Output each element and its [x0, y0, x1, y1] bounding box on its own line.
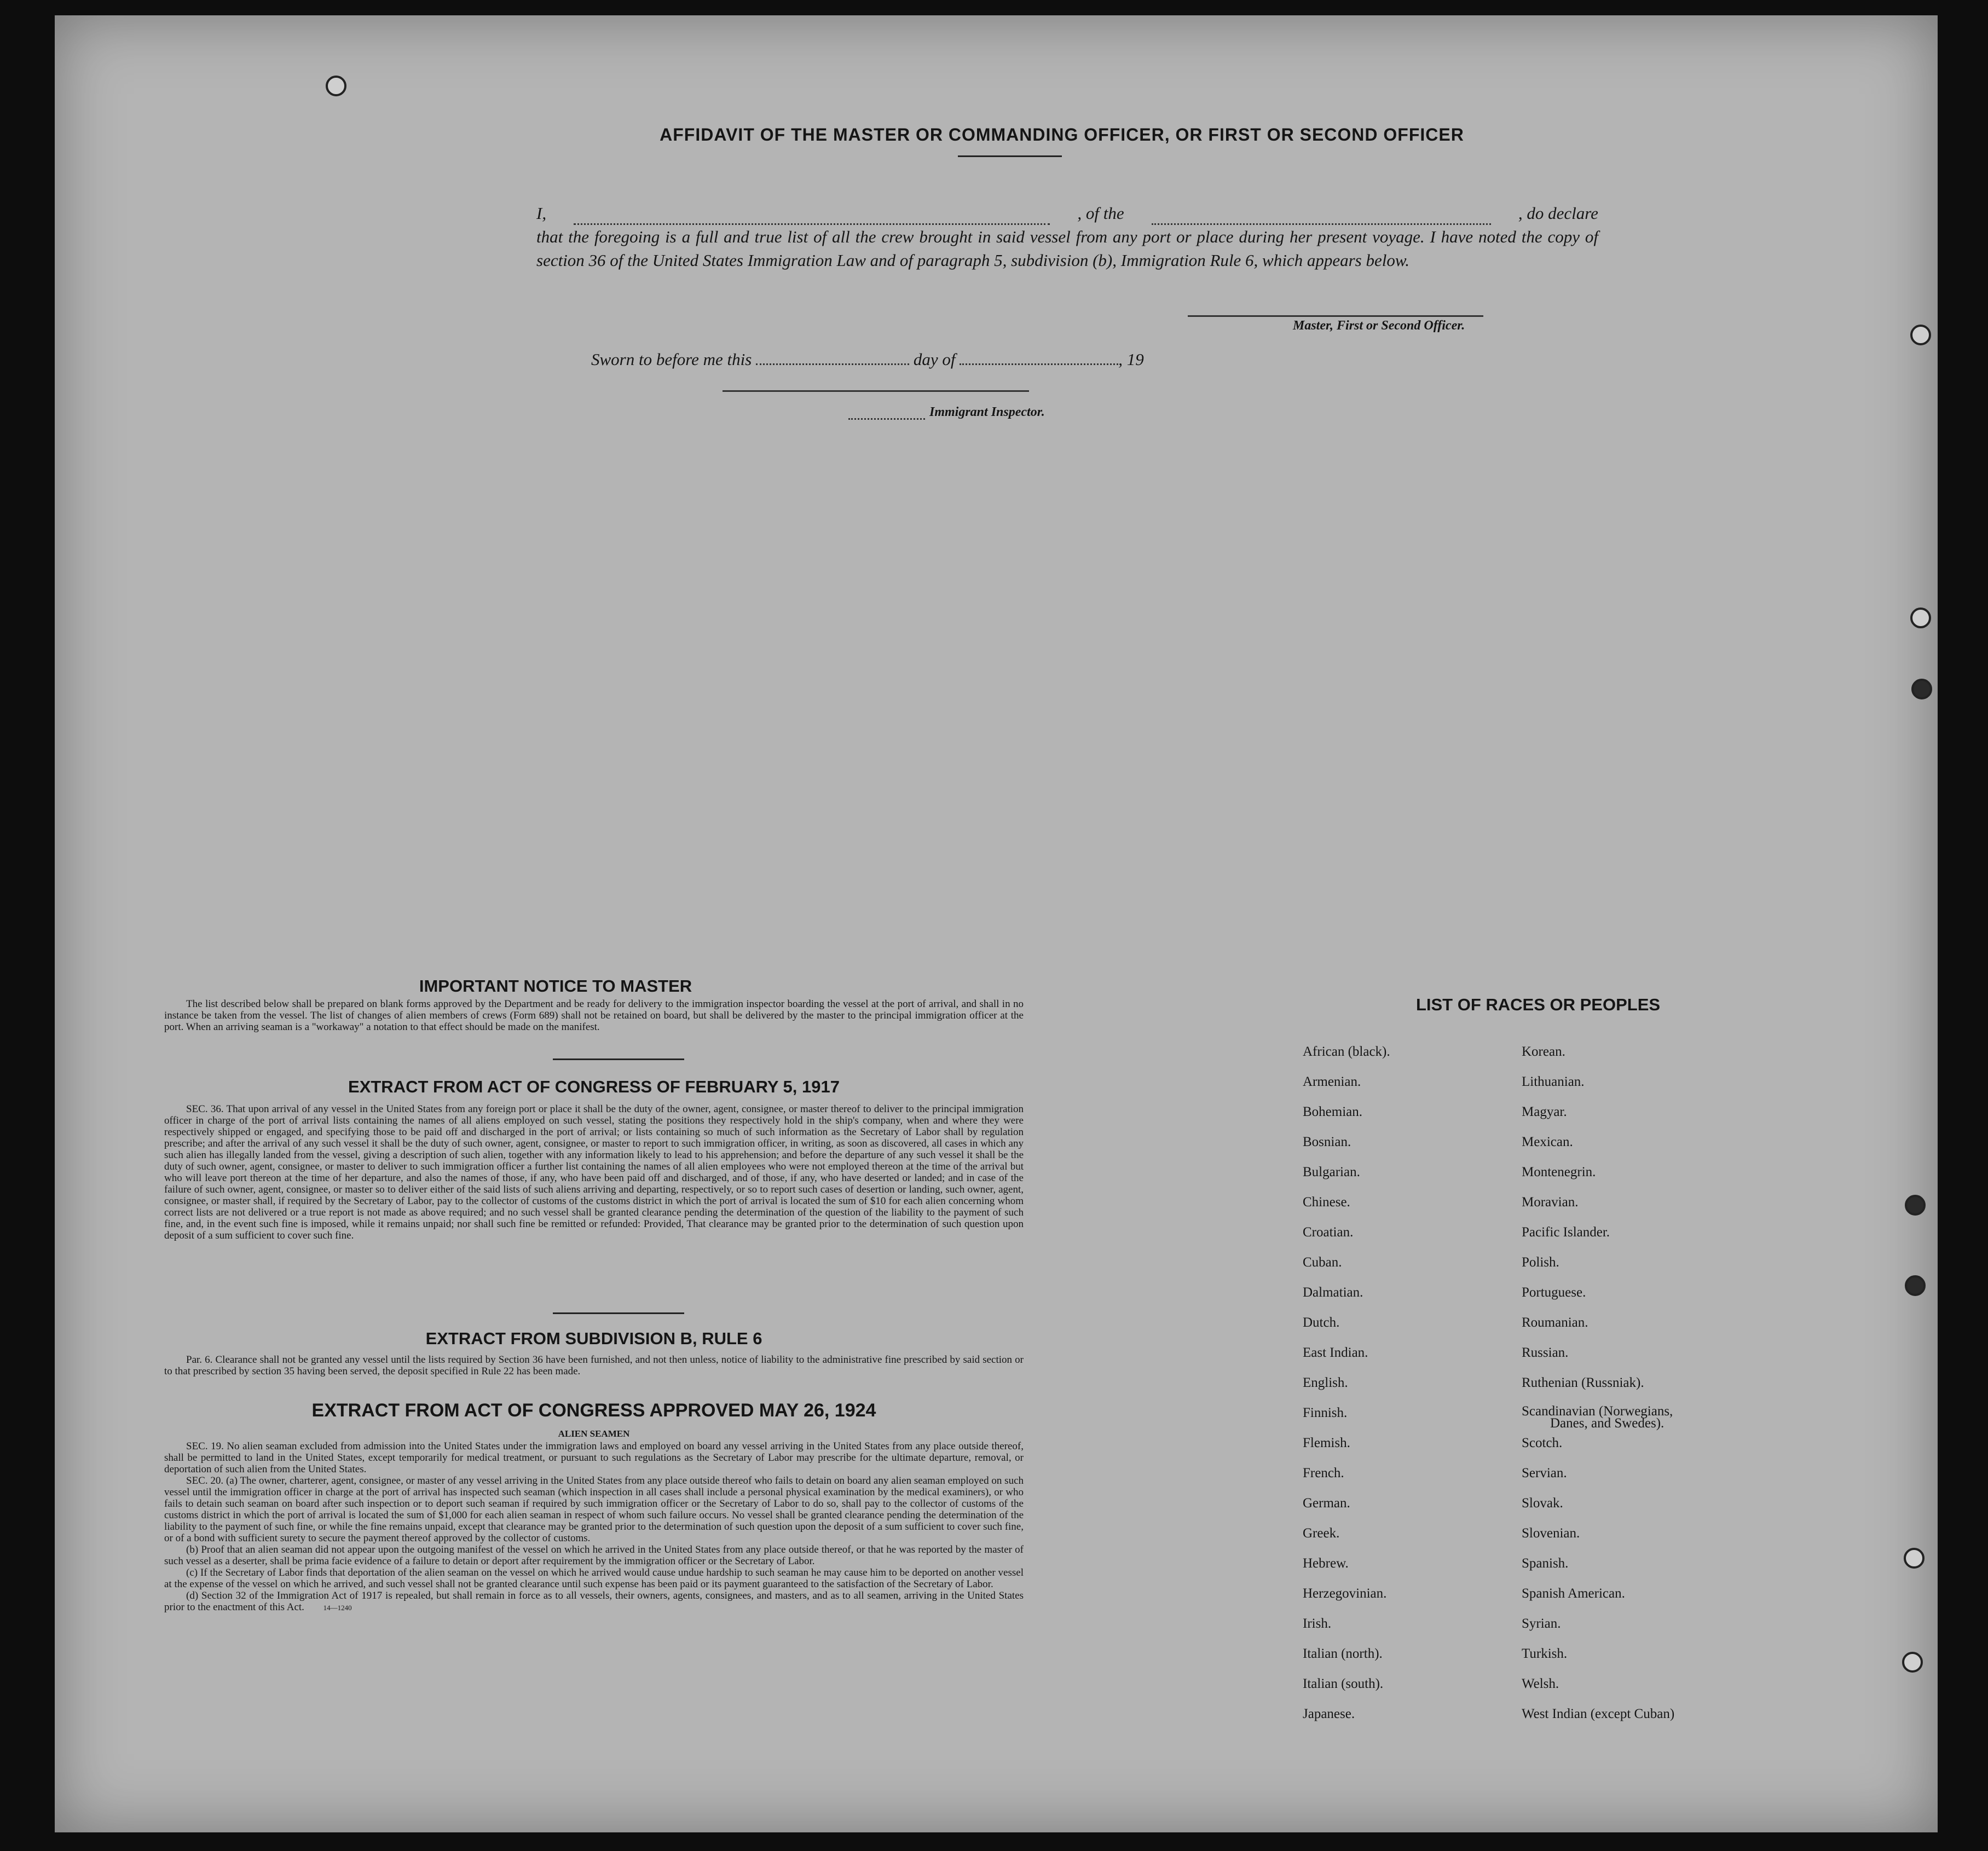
section-20b: (b) Proof that an alien seaman did not appear upon the outgoing manifest of the vessel on which he arrived in the United States from any place outside thereof, or that he was reported by the master of such vessel as a deserter, shall be prima facie evidence of a failure to detain or deport after requirement by the immigration officer or the Secretary of Labor. [164, 1544, 1024, 1567]
affidavit-title: AFFIDAVIT OF THE MASTER OR COMMANDING OFFICER, OR FIRST OR SECOND OFFICER [660, 125, 1464, 144]
races-title: LIST OF RACES OR PEOPLES [1415, 995, 1661, 1014]
sworn-prefix: Sworn to before me this [591, 350, 752, 369]
race-item: Montenegrin. [1522, 1165, 1596, 1179]
alien-seamen-subtitle: ALIEN SEAMEN [558, 1428, 630, 1439]
section-20d [164, 1590, 1024, 1613]
races-column-1 [1303, 1044, 1390, 1737]
race-item: English. [1303, 1375, 1348, 1390]
race-item: Polish. [1522, 1255, 1559, 1270]
vessel-name-blank[interactable] [1152, 209, 1491, 225]
section-20d-text: (d) Section 32 of the Immigration Act of 1917 is repealed, but shall remain in force as to all vessels, their owners, agents, consignees, and masters, and as to all seamen, arriving in the United States prior to the enactment of this Act. [164, 1590, 1024, 1613]
race-item: Scotch. [1522, 1436, 1563, 1450]
race-item: Japanese. [1303, 1707, 1355, 1721]
document-page [55, 15, 1938, 1832]
race-item: West Indian (except Cuban) [1522, 1707, 1675, 1721]
race-item: Bosnian. [1303, 1135, 1351, 1149]
race-item: Chinese. [1303, 1195, 1350, 1210]
punch-hole [326, 76, 346, 96]
inspector-blank[interactable] [848, 409, 925, 420]
race-item: Slovenian. [1522, 1526, 1580, 1541]
punch-hole [1910, 608, 1931, 628]
form-number: 14—1240 [323, 1604, 352, 1612]
race-item: German. [1303, 1496, 1350, 1511]
race-item: French. [1303, 1466, 1344, 1480]
punch-hole [1905, 1275, 1926, 1296]
of-the-text: , of the [1077, 204, 1124, 223]
day-of-text: day of [913, 350, 956, 369]
affidavit-declaration [536, 201, 1598, 272]
race-item: Cuban. [1303, 1255, 1342, 1270]
declarant-name-blank[interactable] [574, 209, 1050, 225]
race-item: Moravian. [1522, 1195, 1579, 1210]
punch-hole [1904, 1548, 1925, 1569]
punch-hole [1911, 679, 1932, 699]
race-item: Flemish. [1303, 1436, 1350, 1450]
divider [553, 1058, 684, 1060]
race-item-scandinavian [1522, 1405, 1674, 1436]
divider [553, 1312, 684, 1314]
title-underline [958, 155, 1062, 157]
race-item: Bulgarian. [1303, 1165, 1360, 1179]
race-item: Korean. [1522, 1044, 1565, 1059]
race-item: Pacific Islander. [1522, 1225, 1610, 1240]
inspector-signature-line[interactable] [723, 390, 1029, 392]
race-item: Herzegovinian. [1303, 1586, 1387, 1601]
race-item: Servian. [1522, 1466, 1567, 1480]
notice-body: The list described below shall be prepared on blank forms approved by the Department and be ready for delivery to the immigration inspector boarding the vessel at the port of arrival, and shall in no instance be taken from the vessel. The list of changes of alien members of crews (Form 689) shall not be retained on board, but shall be delivered by the master to the principal immigration officer at the port. When an arriving seaman is a "workaway" a notation to that effect should be made on the manifest. [164, 998, 1024, 1033]
race-item: Croatian. [1303, 1225, 1354, 1240]
race-item: Magyar. [1522, 1104, 1567, 1119]
race-item: Spanish American. [1522, 1586, 1625, 1601]
races-column-2 [1522, 1044, 1674, 1737]
race-item: Mexican. [1522, 1135, 1573, 1149]
race-item-text: Scandinavian (Norwegians, [1522, 1404, 1673, 1419]
race-item: Portuguese. [1522, 1285, 1586, 1300]
race-item: Finnish. [1303, 1405, 1348, 1420]
inspector-caption: Immigrant Inspector. [929, 405, 1045, 419]
signature-caption: Master, First or Second Officer. [1293, 319, 1465, 333]
race-item: Slovak. [1522, 1496, 1563, 1511]
section-20c: (c) If the Secretary of Labor finds that deportation of the alien seaman on the vessel on which he arrived would cause undue hardship to such seaman he may cause him to be deported on another vessel at the expense of the vessel on which he arrived, and such vessel shall not be granted clearance until such expense has been paid or its payment guaranteed to the satisfaction of the Secretary of Labor. [164, 1567, 1024, 1590]
race-item: Roumanian. [1522, 1315, 1588, 1330]
declarant-prefix: I, [536, 204, 547, 223]
year-prefix: , 19 [1118, 350, 1144, 369]
declaration-text: that the foregoing is a full and true list of all the crew brought in said vessel from any port or place during her present voyage. I have noted the copy of section 36 of the United States Immigration Law and of paragraph 5, subdivision (b), Immigration Rule 6, which appears below. [536, 227, 1598, 270]
signature-line[interactable] [1188, 315, 1483, 317]
extract-1924-title: EXTRACT FROM ACT OF CONGRESS APPROVED MAY 26, 1924 [311, 1400, 876, 1421]
notice-title: IMPORTANT NOTICE TO MASTER [419, 976, 692, 996]
race-item: Irish. [1303, 1616, 1332, 1631]
race-item: Syrian. [1522, 1616, 1561, 1631]
race-item: Hebrew. [1303, 1556, 1349, 1571]
race-item: Dalmatian. [1303, 1285, 1363, 1300]
race-item: Russian. [1522, 1345, 1569, 1360]
extract-rule6-body: Par. 6. Clearance shall not be granted any vessel until the lists required by Section 36 have been furnished, and not then unless, notice of liability to the administrative fine prescribed by said section or to that prescribed by section 35 having been served, the deposit specified in Rule 22 has been made. [164, 1354, 1024, 1377]
race-item: Armenian. [1303, 1074, 1361, 1089]
section-19: SEC. 19. No alien seaman excluded from admission into the United States under the immigration laws and employed on board any vessel arriving in the United States from any place outside thereof, shall be permitted to land in the United States, except temporarily for medical treatment, or pursuant to such regulations as the Secretary of Labor may prescribe for the ultimate departure, removal, or deportation of such alien from the United States. [164, 1441, 1024, 1475]
race-item: African (black). [1303, 1044, 1390, 1059]
race-item: Spanish. [1522, 1556, 1569, 1571]
race-item: Bohemian. [1303, 1104, 1363, 1119]
race-item: Italian (south). [1303, 1676, 1384, 1691]
day-blank[interactable] [756, 349, 909, 365]
sworn-line [591, 349, 1144, 369]
race-item-continuation: Danes, and Swedes). [1550, 1416, 1665, 1431]
race-item: Greek. [1303, 1526, 1340, 1541]
extract-1917-body: SEC. 36. That upon arrival of any vessel in the United States from any foreign port or place it shall be the duty of the owner, agent, consignee, or master thereof to deliver to the principal immigration officer in charge of the port of arrival lists containing the names of all aliens employed on such vessel, stating the positions they respectively hold in the ship's company, when and where they were respectively shipped or engaged, and specifying those to be paid off and discharged in the port of arrival; or lists containing so much of such information as the Secretary of Labor shall by regulation prescribe; and after the arrival of any such vessel it shall be the duty of such owner, agent, consignee, or master to report to such immigration officer, in writing, as soon as discovered, all cases in which any such alien has illegally landed from the vessel, giving a description of such alien, together with any information likely to lead to his apprehension; and before the departure of any such vessel it shall be the duty of such owner, agent, consignee, or master to deliver to such immigration officer a further list containing the names of all alien employees who were not employed thereon at the time of the arrival but who will leave port thereon at the time of her departure, and also the names of those, if any, who have been paid off and discharged, and of those, if any, who have deserted or landed; and in case of the failure of such owner, agent, consignee, or master so to deliver either of the said lists of such aliens arriving and departing, respectively, or so to report such cases of desertion or landing, such owner, agent, consignee, or master shall, if required by the Secretary of Labor, pay to the collector of customs of the customs district in which the port of arrival is located the sum of $10 for each alien concerning whom correct lists are not delivered or a true report is not made as above required; and no such vessel shall be granted clearance pending the determination of the question of the liability to the payment of such fine, and, in the event such fine is imposed, while it remains unpaid; nor shall such fine be remitted or refunded: Provided, That clearance may be granted prior to the determination of such question upon deposit of a sum sufficient to cover such fine. [164, 1103, 1024, 1241]
race-item: Ruthenian (Russniak). [1522, 1375, 1644, 1390]
month-blank[interactable] [960, 349, 1118, 365]
do-declare-text: , do declare [1518, 204, 1598, 223]
race-item: Lithuanian. [1522, 1074, 1585, 1089]
race-item: Welsh. [1522, 1676, 1559, 1691]
race-item: Turkish. [1522, 1646, 1568, 1661]
extract-rule6-title: EXTRACT FROM SUBDIVISION B, RULE 6 [425, 1329, 762, 1348]
race-item: East Indian. [1303, 1345, 1368, 1360]
extract-1917-title: EXTRACT FROM ACT OF CONGRESS OF FEBRUARY 5, 1917 [348, 1077, 840, 1096]
race-item: Dutch. [1303, 1315, 1340, 1330]
punch-hole [1905, 1195, 1926, 1216]
section-20a: SEC. 20. (a) The owner, charterer, agent, consignee, or master of any vessel arriving in the United States from any place outside thereof who fails to detain on board any alien seaman employed on such vessel until the immigration officer in charge at the port of arrival has inspected such seaman (which inspection in all cases shall include a personal physical examination by the medical examiners), or who fails to detain such seaman on board after such inspection or to deport such seaman if required by such immigration officer or the Secretary of Labor to do so, shall pay to the collector of customs of the customs district in which the port of arrival is located the sum of $1,000 for each alien seaman in respect of whom such failure occurs. No vessel shall be granted clearance pending the determination of the liability to the payment of such fine, or while the fine remains unpaid, except that clearance may be granted prior to the determination of such question upon the deposit of a sum sufficient to cover such fine, or of a bond with sufficient surety to secure the payment thereof approved by the collector of customs. [164, 1475, 1024, 1544]
extract-1924-body [164, 1441, 1024, 1613]
punch-hole [1902, 1652, 1923, 1673]
punch-hole [1910, 325, 1931, 345]
race-item: Italian (north). [1303, 1646, 1383, 1661]
inspector-line [848, 405, 1045, 420]
